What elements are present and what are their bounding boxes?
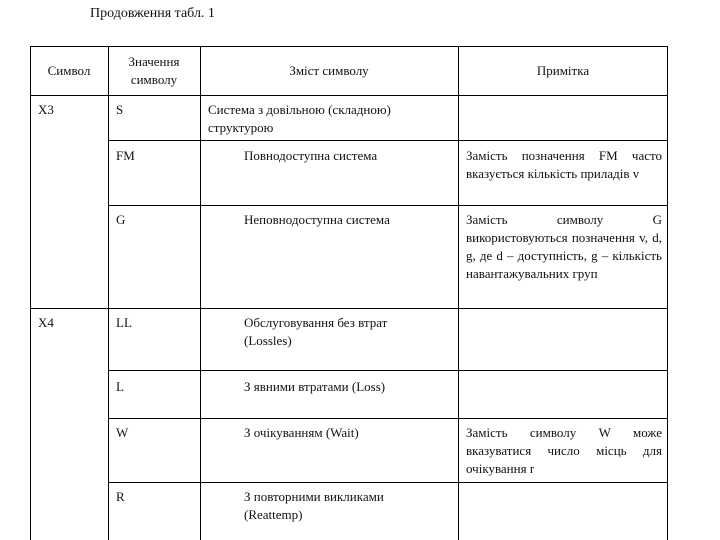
table-column-divider <box>108 46 109 540</box>
table-column-divider <box>458 46 459 540</box>
row-symbol: X3 <box>38 102 54 117</box>
row-value: FM <box>116 148 135 163</box>
header-note: Примітка <box>536 63 590 78</box>
table-border-top <box>30 46 668 47</box>
row-content: З повторними викликами (Reattemp) <box>244 489 384 522</box>
row-value: S <box>116 102 124 117</box>
row-value: W <box>116 425 129 440</box>
row-value: L <box>116 379 124 394</box>
row-value: G <box>116 212 126 227</box>
table-divider <box>108 205 668 206</box>
table-divider <box>108 140 668 141</box>
table-border-left <box>30 46 31 540</box>
table-divider <box>30 95 668 96</box>
header-content: Зміст символу <box>289 63 369 78</box>
header-symbol: Символ <box>47 63 91 78</box>
row-value: LL <box>116 315 132 330</box>
row-content: Обслуговування без втрат (Lossles) <box>244 315 388 348</box>
row-content: З явними втратами (Loss) <box>244 379 386 394</box>
table-column-divider <box>200 46 201 540</box>
row-note: Замість позначення FM часто вказується кількість приладів v <box>466 148 662 181</box>
table-border-right <box>667 46 668 540</box>
row-content: Повнодоступна система <box>244 148 378 163</box>
table-divider <box>108 370 668 371</box>
row-value: R <box>116 489 125 504</box>
table-divider <box>108 482 668 483</box>
row-note: Замість символу W може вказуватися число місць для очікування r <box>466 425 662 476</box>
table-divider <box>30 308 668 309</box>
row-content: Неповнодоступна система <box>244 212 390 227</box>
row-note: Замість символу G використовуються позначення v, d, g, де d – доступність, g – кількість навантажувальних груп <box>466 212 662 281</box>
row-symbol: X4 <box>38 315 54 330</box>
table-divider <box>108 418 668 419</box>
table-caption: Продовження табл. 1 <box>90 6 215 21</box>
header-value: Значення символу <box>128 54 180 87</box>
row-content: З очікуванням (Wait) <box>244 425 359 440</box>
row-content: Система з довільною (складною) структурою <box>208 102 391 135</box>
